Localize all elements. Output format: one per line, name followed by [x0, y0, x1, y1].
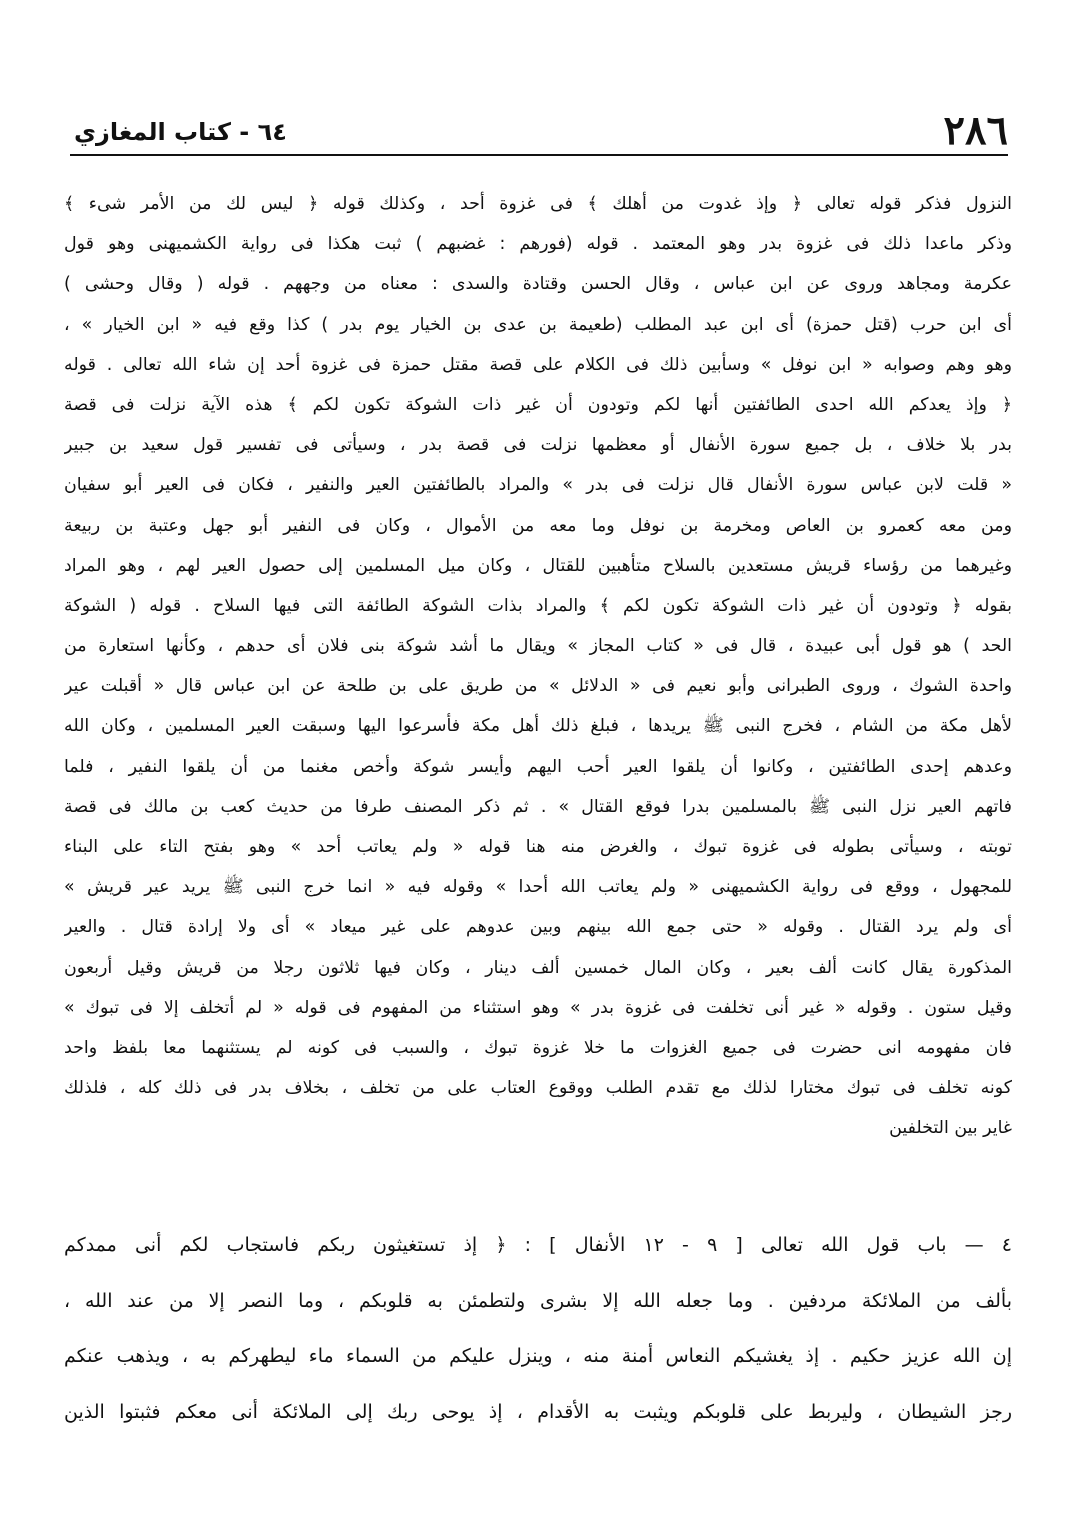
text-line: النزول فذكر قوله تعالى ﴿ وإذ غدوت من أهلك ﴾ فى غزوة أحد ، وكذلك قوله ﴿ ليس لك من الأمر شىء ﴾ — [64, 194, 1012, 214]
text-line: وغيرهما من رؤساء قريش مستعدين بالسلاح متأهبين للقتال ، وكان ميل المسلمين إلى حصول العير لهم ، وهو المراد — [64, 555, 1012, 576]
text-line: بقوله ﴿ وتودون أن غير ذات الشوكة تكون لكم ﴾ والمراد بذات الشوكة الطائفة التى فيها السلاح . قوله ( الشوكة — [64, 595, 1012, 616]
chapter-line: ٤ — باب قول الله تعالى [ ٩ - ١٢ الأنفال ] : ﴿ إذ تستغيثون ربكم فاستجاب لكم أنى ممدكم — [64, 1234, 1012, 1256]
chapter-line: إن الله عزيز حكيم . إذ يغشيكم النعاس أمنة منه ، وينزل عليكم من السماء ماء ليطهركم به ، ويذهب عنكم — [64, 1345, 1012, 1367]
text-line: ﴿ وإذ يعدكم الله احدى الطائفتين أنها لكم وتودون أن غير ذات الشوكة تكون لكم ﴾ هذه الآية نزلت فى قصة — [64, 394, 1012, 415]
text-line: ومن معه كعمرو بن العاص ومخرمة بن نوفل وما معه من الأموال ، وكان فى النفير أبو جهل وعتبة بن ربيعة — [64, 515, 1012, 536]
page-number: ٢٨٦ — [943, 107, 1008, 154]
text-line: الحد ) هو قول أبى عبيدة ، قال فى « كتاب المجاز » ويقال ما أشد شوكة بنى فلان أى حدهم ، وكأنها استعارة من — [64, 636, 1012, 657]
text-line: كونه تخلف فى تبوك مختارا لذلك مع تقدم الطلب ووقوع العتاب على من تخلف ، بخلاف بدر فى ذلك كله ، فلذلك — [64, 1078, 1012, 1099]
text-line: المذكورة يقال كانت ألف بعير ، وكان المال خمسين ألف دينار ، وكان فيها ثلاثون رجلا من قريش وقيل أربعون — [64, 957, 1012, 978]
text-line: للمجهول ، ووقع فى رواية الكشميهنى « ولم يعاتب الله أحدا » وقوله فيه « انما خرج النبى ﷺ يريد عير قريش » — [64, 877, 1012, 898]
text-line: عكرمة ومجاهد وروى عن ابن عباس ، وقال الحسن وقتادة والسدى : معناه من وجههم . قوله ( وقال وحشى ) — [64, 274, 1012, 295]
text-line: غاير بين التخلفين — [889, 1118, 1012, 1139]
commentary-text — [64, 184, 1012, 1149]
text-line: وعدهم إحدى الطائفتين ، وكانوا أن يلقوا العير أحب اليهم وأيسر شوكة وأخص مغنما من أن يلقوا النفير ، فلما — [64, 756, 1012, 777]
page-header — [70, 108, 1008, 156]
text-line: لأهل مكة من الشام ، فخرج النبى ﷺ يريدها ، فبلغ ذلك أهل مكة فأسرعوا اليها وسبقت العير المسلمين ، وكان الله — [64, 716, 1012, 737]
text-line: توبته ، وسيأتى بطوله فى غزوة تبوك ، والغرض منه هنا قوله « ولم يعاتب أحد » وهو بفتح التاء على البناء — [64, 837, 1012, 857]
text-line: بدر بلا خلاف ، بل جميع سورة الأنفال أو معظمها نزلت فى قصة بدر ، وسيأتى فى تفسير قول سعيد بن جبير — [64, 435, 1012, 456]
text-line: « قلت لابن عباس سورة الأنفال قال نزلت فى بدر » والمراد بالطائفتين العير والنفير ، فكان فى العير أبو سفيان — [64, 475, 1012, 496]
chapter-line: بألف من الملائكة مردفين . وما جعله الله إلا بشرى ولتطمئن به قلوبكم ، وما النصر إلا من عند الله ، — [64, 1289, 1012, 1312]
text-line: وقيل ستون . وقوله « غير أنى تخلفت فى غزوة بدر » وهو استثناء من المفهوم فى قوله « لم أتخلف إلا فى تبوك » — [64, 997, 1012, 1018]
text-line: أى ابن حرب (قتل حمزة) أى ابن عبد المطلب (طعيمة بن عدى بن الخيار يوم بدر ) كذا وقع فيه « ابن الخيار » ، — [64, 314, 1012, 335]
text-line: واحدة الشوك ، وروى الطبرانى وأبو نعيم فى « الدلائل » من طريق على بن طلحة عن ابن عباس قال « أقبلت عير — [64, 676, 1012, 697]
text-line: فاتهم العير نزل النبى ﷺ بالمسلمين بدرا فوقع القتال » . ثم ذكر المصنف طرفا من حديث كعب بن مالك فى قصة — [64, 796, 1012, 817]
chapter-line: رجز الشيطان ، وليربط على قلوبكم ويثبت به الأقدام ، إذ يوحى ربك إلى الملائكة أنى معكم فثبتوا الذين — [64, 1400, 1012, 1423]
text-line: أى ولم يرد القتال . وقوله « حتى جمع الله بينهم وبين عدوهم على غير ميعاد » أى ولا إرادة قتال . والعير — [64, 917, 1012, 938]
text-line: وذكر ماعدا ذلك فى غزوة بدر وهو المعتمد . قوله (فورهم : غضبهم ) ثبت هكذا فى رواية الكشميهنى وهو قول — [64, 234, 1012, 255]
running-title: ٦٤ - كتاب المغازي — [74, 118, 287, 146]
text-line: وهو وهم وصوابه « ابن نوفل » وسأبين ذلك فى الكلام على قصة مقتل حمزة فى غزوة أحد إن شاء الله تعالى . قوله — [64, 354, 1012, 375]
text-line: فان مفهومه انى حضرت فى جميع الغزوات ما خلا غزوة تبوك ، والسبب فى كونه لم يستثنهما معا بلفظ واحد — [64, 1037, 1012, 1058]
chapter-heading — [64, 1218, 1012, 1440]
